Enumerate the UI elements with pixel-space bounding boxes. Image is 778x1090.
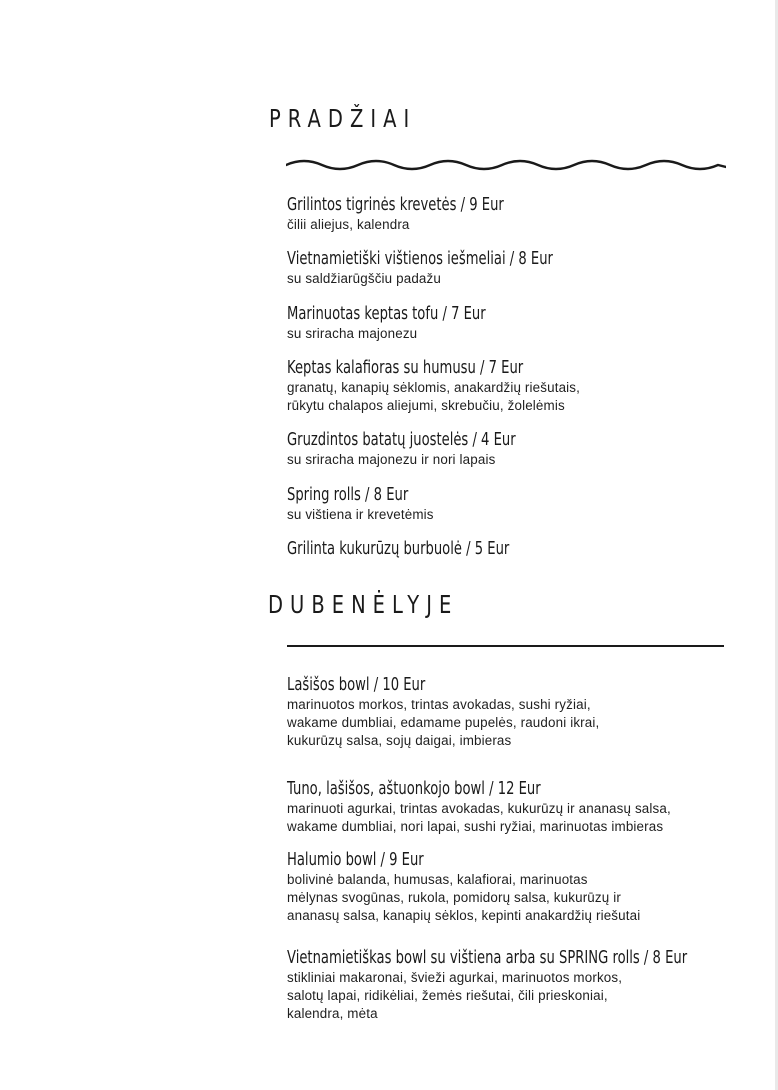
menu-item-name: Gruzdintos batatų juostelės / 4 Eur [287,429,516,450]
menu-item [287,484,453,524]
menu-item [287,303,559,343]
section-divider [287,645,724,647]
menu-item [287,849,640,925]
menu-item [287,674,599,750]
section-title-pradziai: PRADŽIAI [269,104,417,133]
menu-item-description: su vištiena ir krevetėmis [287,507,434,522]
menu-item-description: su saldžiarūgščiu padažu [287,271,441,286]
menu-item-name: Grilinta kukurūzų burbuolė / 5 Eur [287,538,510,559]
menu-item-description: stikliniai makaronai, švieži agurkai, marinuotos morkos, salotų lapai, ridikėliai, žemės riešutai, čili prieskoniai, kalendra, mėta [287,970,623,1021]
menu-item-description: su sriracha majonezu [287,326,418,341]
menu-item [287,357,611,415]
menu-item-name: Marinuotas keptas tofu / 7 Eur [287,303,486,324]
menu-item-description: granatų, kanapių sėklomis, anakardžių riešutais, rūkytu chalapos aliejumi, skrebučiu, žolelėmis [287,380,581,413]
wave-divider [286,154,726,176]
menu-item-description: marinuoti agurkai, trintas avokadas, kukurūzų ir ananasų salsa, wakame dumbliai, nori lapai, sushi ryžiai, marinuotas imbieras [287,801,671,834]
menu-item [287,778,671,836]
section-title-dubenelyje: DUBENĖLYJE [268,590,459,619]
menu-item-name: Spring rolls / 8 Eur [287,484,409,505]
menu-item-name: Grilintos tigrinės krevetės / 9 Eur [287,194,504,215]
menu-item [287,248,651,288]
menu-item-name: Vietnamietiški vištienos iešmeliai / 8 Eur [287,248,553,269]
menu-item [287,947,778,1023]
menu-item-description: marinuotos morkos, trintas avokadas, sushi ryžiai, wakame dumbliai, edamame pupelės, raudoni ikrai, kukurūzų salsa, sojų daigai, imbieras [287,697,600,748]
menu-item-description: bolivinė balanda, humusas, kalafiorai, marinuotas mėlynas svogūnas, rukola, pomidorų salsa, kukurūzų ir ananasų salsa, kanapių sėklos, kepinti anakardžių riešutai [287,872,641,923]
menu-item-name: Tuno, lašišos, aštuonkojo bowl / 12 Eur [287,778,541,799]
menu-item-name: Keptas kalafioras su humusu / 7 Eur [287,357,524,378]
menu-item [287,429,600,469]
menu-item-name: Lašišos bowl / 10 Eur [287,674,426,695]
menu-item [287,538,592,560]
menu-item [287,194,584,234]
menu-item-description: su sriracha majonezu ir nori lapais [287,452,496,467]
menu-item-name: Halumio bowl / 9 Eur [287,849,424,870]
menu-item-name: Vietnamietiškas bowl su vištiena arba su SPRING rolls / 8 Eur [287,947,688,968]
menu-item-description: čilii aliejus, kalendra [287,217,410,232]
